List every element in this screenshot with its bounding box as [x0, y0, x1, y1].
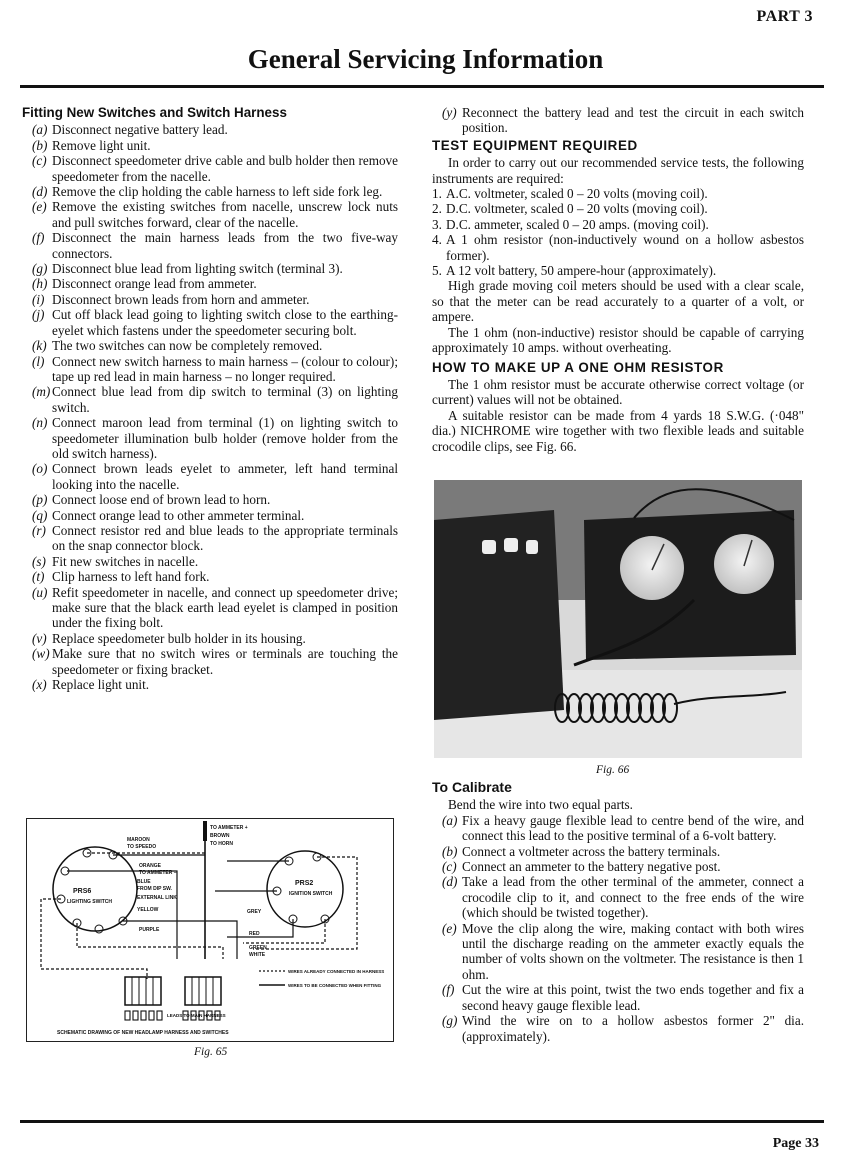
step-text: Connect brown leads eyelet to ammeter, left hand terminal looking into the nacelle. — [52, 461, 398, 492]
bottom-rule — [20, 1120, 824, 1123]
step-text: Refit speedometer in nacelle, and connect up speedometer drive; make sure that the black earth lead eyelet is clamped in position under the fixing bolt. — [52, 584, 398, 631]
label-grey: GREY — [247, 909, 262, 915]
step-label: (x) — [32, 677, 47, 693]
list-item — [22, 461, 398, 492]
step-label: (m) — [32, 384, 51, 400]
step-label: (l) — [32, 353, 45, 369]
label-leads-main-harness: LEADS TO MAIN HARNESS — [167, 1013, 226, 1018]
step-text: Remove the existing switches from nacelle, unscrew lock nuts and pull switches forward, clear of the nacelle. — [52, 199, 398, 230]
step-text: Replace light unit. — [52, 677, 150, 693]
list-text: D.C. ammeter, scaled 0 – 20 amps. (moving coil). — [446, 216, 709, 232]
list-item — [432, 813, 804, 844]
label-prs2: PRS2 — [295, 880, 314, 887]
step-label: (b) — [32, 137, 48, 153]
prs2-switch — [267, 851, 343, 927]
resistor-para-1: The 1 ohm resistor must be accurate otherwise correct voltage (or current) values will not be obtained. — [432, 376, 804, 408]
list-item — [22, 554, 398, 569]
list-item — [432, 844, 804, 859]
step-text: Make sure that no switch wires or terminals are touching the speedometer or fixing bracket. — [52, 646, 398, 677]
step-label: (y) — [442, 105, 457, 120]
label-external-link: EXTERNAL LINK — [137, 895, 177, 901]
label-lighting-switch: LIGHTING SWITCH — [67, 899, 112, 905]
step-label: (c) — [32, 153, 47, 169]
step-text: Connect new switch harness to main harness – (colour to colour); tape up red lead in main harness – no longer required. — [52, 353, 398, 384]
step-label: (i) — [32, 291, 45, 307]
list-item — [22, 184, 398, 199]
fig66-photo — [434, 480, 802, 758]
list-item — [432, 201, 804, 216]
legend-existing: WIRES ALREADY CONNECTED IN HARNESS — [288, 969, 385, 974]
step-text: Connect a voltmeter across the battery terminals. — [462, 843, 721, 859]
step-label: (o) — [32, 461, 48, 477]
test-para-1: High grade moving coil meters should be used with a clear scale, so that the meter can be read accurately to a quarter of a volt, or ampere. — [432, 278, 804, 325]
list-item — [22, 338, 398, 353]
step-text: Disconnect the main harness leads from the two five-way connectors. — [52, 230, 398, 261]
step-text: Wind the wire on to a hollow asbestos former 2" dia. (approximately). — [462, 1013, 804, 1044]
step-label: (q) — [32, 507, 48, 523]
list-item — [22, 646, 398, 677]
step-text: Disconnect speedometer drive cable and bulb holder then remove speedometer from the nacelle. — [52, 153, 398, 184]
list-item — [432, 859, 804, 874]
step-label: (a) — [32, 122, 48, 138]
step-text: Disconnect brown leads from horn and ammeter. — [52, 291, 310, 307]
legend-new: WIRES TO BE CONNECTED WHEN FITTING — [288, 983, 382, 988]
list-item — [432, 921, 804, 983]
step-label: (s) — [32, 553, 46, 569]
connector-block-left — [125, 977, 161, 1005]
step-text: Reconnect the battery lead and test the circuit in each switch position. — [462, 105, 804, 136]
label-purple: PURPLE — [139, 927, 160, 933]
list-number: 4. — [432, 232, 442, 248]
schematic-title: SCHEMATIC DRAWING OF NEW HEADLAMP HARNESS AND SWITCHES — [57, 1030, 229, 1036]
step-text: Move the clip along the wire, making contact with both wires until the discharge reading on the ammeter exactly equals the number of volts shown on the voltmeter. The resistance is then 1 ohm. — [462, 920, 804, 982]
step-label: (e) — [442, 920, 457, 936]
list-item — [22, 292, 398, 307]
page-title: General Servicing Information — [247, 44, 604, 74]
step-text: Disconnect negative battery lead. — [52, 122, 228, 138]
list-item — [432, 186, 804, 201]
top-rule — [20, 85, 824, 88]
step-text: Fix a heavy gauge flexible lead to centre bend of the wire, and connect this lead to the positive terminal of a 6-volt battery. — [462, 812, 804, 844]
step-text: Disconnect orange lead from ammeter. — [52, 276, 257, 292]
list-item — [22, 122, 398, 137]
list-item — [22, 153, 398, 184]
label-to-horn: TO HORN — [210, 841, 233, 847]
schematic-drawing — [27, 819, 392, 1040]
step-text: Connect resistor red and blue leads to the appropriate terminals on the snap connector block. — [52, 522, 398, 554]
resistor-para-2: A suitable resistor can be made from 4 yards 18 S.W.G. (·048" dia.) NICHROME wire together with two flexible leads and suitable crocodile clips, see Fig. 66. — [432, 407, 804, 454]
step-text: Disconnect blue lead from lighting switch (terminal 3). — [52, 261, 343, 277]
step-label: (v) — [32, 630, 47, 646]
list-item — [432, 263, 804, 278]
step-label: (g) — [32, 261, 48, 277]
step-text: The two switches can now be completely removed. — [52, 338, 323, 354]
calibrate-intro: Bend the wire into two equal parts. — [448, 797, 633, 813]
list-item — [432, 1013, 804, 1044]
list-item — [432, 982, 804, 1013]
label-prs6: PRS6 — [73, 888, 92, 895]
connector-block-right — [185, 977, 221, 1005]
list-text: A 12 volt battery, 50 ampere-hour (approximately). — [446, 263, 717, 279]
list-item — [22, 276, 398, 291]
list-item — [22, 384, 398, 415]
fig65-schematic — [26, 818, 394, 1042]
step-label: (j) — [32, 307, 45, 323]
step-label: (k) — [32, 338, 47, 354]
list-item — [22, 261, 398, 276]
list-item — [22, 199, 398, 230]
list-number: 3. — [432, 216, 442, 232]
step-label: (u) — [32, 584, 48, 600]
section-heading-fitting: Fitting New Switches and Switch Harness — [22, 105, 287, 120]
list-item — [22, 585, 398, 631]
calibrate-heading: To Calibrate — [432, 779, 512, 795]
step-label: (n) — [32, 415, 48, 431]
list-item — [22, 523, 398, 554]
list-item — [432, 232, 804, 263]
step-text: Take a lead from the other terminal of the ammeter, connect a crocodile clip to it, and connect to the free ends of the wire (which should be twisted together). — [462, 874, 804, 921]
list-item — [22, 354, 398, 385]
list-item — [22, 569, 398, 584]
step-label: (g) — [442, 1013, 458, 1029]
list-item — [22, 307, 398, 338]
step-text: Connect loose end of brown lead to horn. — [52, 492, 271, 508]
label-to-ammeter-plus: TO AMMETER + — [210, 825, 248, 831]
step-label: (d) — [32, 184, 48, 200]
fitting-steps-list — [22, 122, 398, 692]
step-text: Connect blue lead from dip switch to terminal (3) on lighting switch. — [52, 384, 398, 415]
list-text: A.C. voltmeter, scaled 0 – 20 volts (moving coil). — [446, 186, 708, 202]
step-text: Cut the wire at this point, twist the two ends together and fix a second heavy gauge flexible lead. — [462, 982, 804, 1013]
list-number: 5. — [432, 263, 442, 279]
list-text: A 1 ohm resistor (non-inductively wound on a hollow asbestos former). — [446, 232, 804, 263]
step-label: (f) — [32, 230, 45, 246]
part-label: PART 3 — [756, 8, 813, 25]
step-label: (c) — [442, 859, 457, 875]
list-item — [22, 492, 398, 507]
step-label: (a) — [442, 812, 458, 828]
step-label: (r) — [32, 522, 46, 538]
label-white: WHITE — [249, 952, 266, 958]
list-item — [432, 217, 804, 232]
label-to-ammeter-minus: TO AMMETER – — [139, 870, 177, 876]
list-item — [22, 415, 398, 461]
label-to-speedo: TO SPEEDO — [127, 844, 157, 850]
step-text: Remove light unit. — [52, 137, 151, 153]
test-para-2: The 1 ohm (non-inductive) resistor should be capable of carrying approximately 10 amps. without overheating. — [432, 324, 804, 356]
label-orange: ORANGE — [139, 863, 161, 869]
fig66-caption: Fig. 66 — [596, 764, 630, 776]
test-equipment-list — [432, 186, 804, 278]
test-equipment-heading: TEST EQUIPMENT REQUIRED — [432, 137, 638, 153]
step-text: Cut off black lead going to lighting switch close to the earthing-eyelet which fastens under the speedometer securing bolt. — [52, 307, 398, 338]
list-item — [432, 874, 804, 920]
step-label: (w) — [32, 646, 50, 662]
step-label: (p) — [32, 492, 48, 508]
step-text: Connect orange lead to other ammeter terminal. — [52, 507, 305, 523]
test-intro: In order to carry out our recommended service tests, the following instruments are required: — [432, 155, 804, 186]
resistor-heading: HOW TO MAKE UP A ONE OHM RESISTOR — [432, 359, 724, 375]
label-ignition-switch: IGNITION SWITCH — [289, 891, 333, 897]
label-brown: BROWN — [210, 833, 230, 839]
step-text: Fit new switches in nacelle. — [52, 553, 199, 569]
step-label: (f) — [442, 982, 455, 998]
step-y — [432, 105, 804, 136]
calibrate-section — [432, 780, 804, 1044]
list-item — [22, 138, 398, 153]
page-number: Page 33 — [772, 1136, 819, 1151]
label-maroon: MAROON — [127, 837, 150, 843]
label-blue: BLUE — [137, 879, 151, 885]
calibrate-steps-list — [432, 813, 804, 1044]
step-label: (t) — [32, 569, 45, 585]
step-text: Remove the clip holding the cable harness to left side fork leg. — [52, 184, 383, 200]
label-red: RED — [249, 931, 260, 937]
step-label: (e) — [32, 199, 47, 215]
step-label: (h) — [32, 276, 48, 292]
label-yellow: YELLOW — [137, 907, 159, 913]
step-label: (b) — [442, 843, 458, 859]
list-number: 1. — [432, 186, 442, 202]
step-text: Connect an ammeter to the battery negative post. — [462, 859, 721, 875]
right-column — [432, 105, 804, 454]
list-number: 2. — [432, 201, 442, 217]
list-item — [22, 677, 398, 692]
list-item — [22, 230, 398, 261]
prs6-switch — [53, 847, 137, 931]
step-text: Replace speedometer bulb holder in its housing. — [52, 630, 306, 646]
label-from-dip-sw: FROM DIP SW. — [137, 886, 172, 892]
left-column — [22, 105, 398, 692]
list-item — [22, 508, 398, 523]
step-text: Clip harness to left hand fork. — [52, 569, 210, 585]
list-item — [22, 631, 398, 646]
list-text: D.C. voltmeter, scaled 0 – 20 volts (moving coil). — [446, 201, 708, 217]
label-green: GREEN — [249, 945, 267, 951]
step-label: (d) — [442, 874, 458, 890]
step-text: Connect maroon lead from terminal (1) on lighting switch to speedometer illumination bulb holder (remove holder from the old switch harness). — [52, 415, 398, 461]
fig65-caption: Fig. 65 — [194, 1046, 228, 1058]
resistor-photo — [434, 480, 802, 758]
